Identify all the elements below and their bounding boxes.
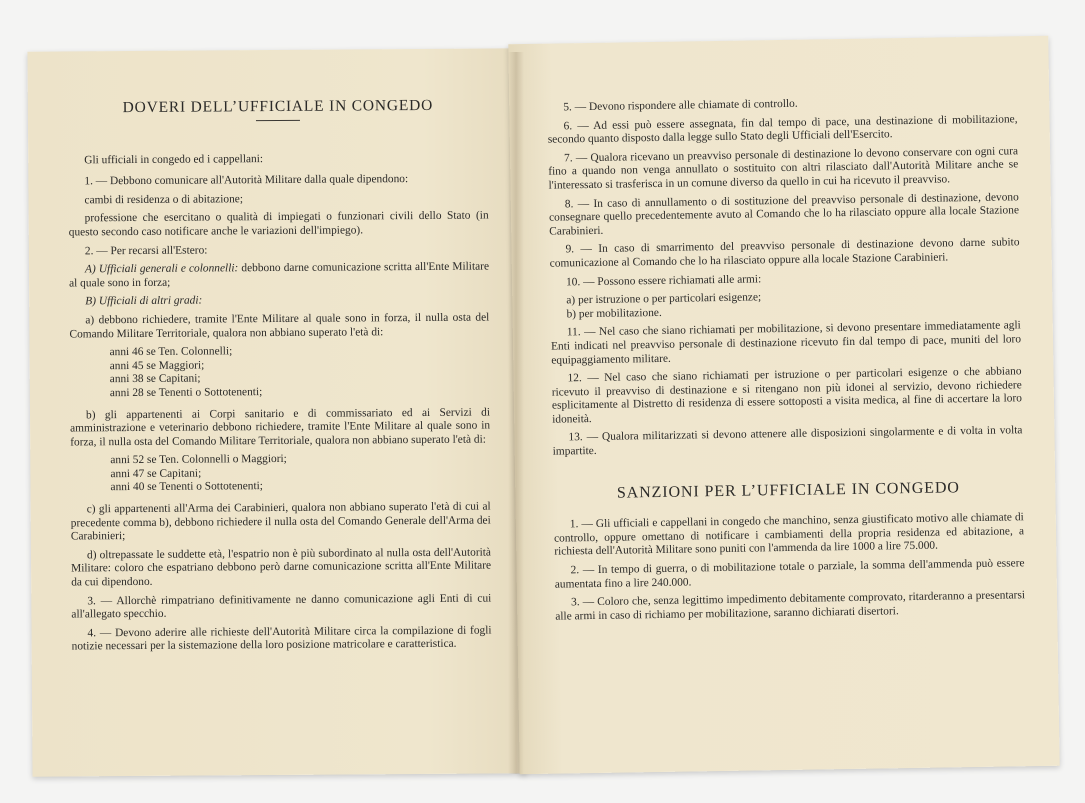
left-page-text: [68, 96, 492, 660]
duty-item-5: 5. — Devono rispondere alle chiamate di controllo.: [563, 97, 798, 114]
duty-item-2A-text: debbono darne comunicazione scritta all'Ente Militare al quale sono in forza;: [69, 260, 490, 290]
book-gutter: [508, 52, 524, 774]
duty-item-1a: cambi di residenza o di abitazione;: [84, 193, 244, 207]
duty-item-1b: professione che esercitano o qualità di impiegati o funzionari civili dello Stato (in questo secondo caso notificare anche le variazioni dell'impiego).: [68, 209, 489, 239]
duty-item-10a: a) per istruzione o per particolari esigenze;: [566, 291, 762, 307]
page-title-duties: DOVERI DELL’UFFICIALE IN CONGEDO: [122, 96, 434, 117]
age-list-a-item: anni 38 se Capitani;: [109, 372, 201, 386]
duty-item-10b: b) per mobilitazione.: [566, 306, 662, 321]
sanction-item-2: 2. — In tempo di guerra, o di mobilitazione totale o parziale, la somma dell'ammenda può essere aumentata fino a lire 240.000.: [554, 557, 1025, 591]
sanction-item-3: 3. — Coloro che, senza legittimo impedimento debitamente comprovato, ritarderanno a presentarsi alle armi in caso di richiamo per mobilitazione, saranno dichiarati disertori.: [555, 589, 1026, 623]
age-list-a-item: anni 46 se Ten. Colonnelli;: [109, 345, 233, 359]
sanction-item-1: 1. — Gli ufficiali e cappellani in congedo che manchino, senza giustificato motivo alle chiamate di controllo, oppure omettano di notificare i cambiamenti della propria residenza ed abitazione, a richiesta dell'Autorità Militare sono puniti con l'ammenda da lire 1000 a lire 75.000.: [553, 511, 1025, 559]
duty-item-4: 4. — Devono aderire alle richieste dell'Autorità Militare circa la compilazione di fogli notizie necessari per la sistemazione della loro posizione matricolare e caratteristica.: [71, 624, 492, 653]
duty-item-2A: [69, 261, 489, 291]
age-list-b-item: anni 40 se Tenenti o Sottotenenti;: [110, 480, 263, 494]
duty-item-2Ba: a) debbono richiedere, tramite l'Ente Militare al quale sono in forza, il nulla osta del Comando Militare Territoriale, qualora non abbiano superato l'età di:: [69, 311, 490, 340]
age-list-b: [110, 452, 490, 495]
duty-item-12: 12. — Nel caso che siano richiamati per istruzione o per particolari esigenze o che abbiano ricevuto il preavviso di destinazione e si ritengano non più idonei al servizio, devono richiedere esplicitamente al Distretto di residenza di essere sottoposti a visita medica, al fine di accertare la loro idoneità.: [551, 365, 1023, 426]
duty-item-2Bb: b) gli appartenenti ai Corpi sanitario e di commissariato ed ai Servizi di amministrazione e veterinario debbono richiedere, tramite l'Ente Militare al quale sono in forza, il nulla osta del Comando Militare Territoriale, qualora non abbiano superato l'età di:: [70, 406, 491, 449]
duty-item-6: 6. — Ad essi può essere assegnata, fin dal tempo di pace, una destinazione di mobilitazione, secondo quanto disposto dalla legge sullo Stato degli Ufficiali dell'Esercito.: [547, 112, 1018, 146]
right-page-text: [547, 94, 1025, 629]
duty-item-2: 2. — Per recarsi all'Estero:: [84, 244, 208, 257]
left-page: [27, 48, 526, 776]
intro-line: Gli ufficiali in congedo ed i cappellani:: [84, 152, 264, 166]
duty-item-1: 1. — Debbono comunicare all'Autorità Militare dalla quale dipendono:: [84, 173, 409, 188]
duty-item-13: 13. — Qualora militarizzati si devono attenere alle disposizioni singolarmente e di volta in volta impartite.: [552, 424, 1023, 458]
page-title-sanctions: SANZIONI PER L’UFFICIALE IN CONGEDO: [616, 478, 960, 502]
duty-item-9: 9. — In caso di smarrimento del preavviso personale di destinazione devono darne subito comunicazione al Comando che lo ha rilasciato oppure alla locale Stazione Carabinieri.: [549, 236, 1020, 270]
age-list-a-item: anni 45 se Maggiori;: [109, 359, 205, 372]
right-page: [508, 36, 1059, 774]
title-rule: [256, 119, 300, 120]
duty-item-2A-head: A) Ufficiali generali e colonnelli:: [84, 262, 239, 276]
age-list-a-item: anni 28 se Tenenti o Sottotenenti;: [109, 386, 263, 400]
duty-item-2Bd: d) oltrepassate le suddette età, l'espatrio non è più subordinato al nulla osta dell'Autorità Militare: coloro che espatriano debbono però darne comunicazione scritta all'Ente Militare da cui dipendono.: [71, 546, 492, 589]
duty-item-10: 10. — Possono essere richiamati alle armi:: [565, 272, 762, 288]
duty-item-8: 8. — In caso di annullamento o di sostituzione del preavviso personale di destinazione, devono consegnare quello precedentemente avuto al Comando che lo ha rilasciato oppure alla locale Stazione Carabinieri.: [548, 190, 1020, 238]
duty-item-7: 7. — Qualora ricevano un preavviso personale di destinazione lo devono conservare con ogni cura fino a quando non venga annullato o sostituito con altri rilasciato dall'Autorità Militare anche se l'interessato si trasferisca in un comune diverso da quello in cui ha ricevuto il preavviso.: [548, 145, 1019, 192]
duty-item-3: 3. — Allorchè rimpatriano definitivamente ne danno comunicazione agli Enti di cui all'allegato specchio.: [71, 592, 492, 621]
age-list-b-item: anni 47 se Capitani;: [110, 467, 202, 481]
duty-item-2Bc: c) gli appartenenti all'Arma dei Carabinieri, qualora non abbiano superato l'età di cui al precedente comma b), debbono richiedere il nulla osta del Comando Generale dell'Arma dei Carabinieri;: [70, 500, 491, 543]
duty-item-2B-head: B) Ufficiali di altri gradi:: [85, 294, 203, 308]
duty-item-11: 11. — Nel caso che siano richiamati per mobilitazione, si devono presentare immediatamente agli Enti indicati nel preavviso personale di destinazione ricevuto fin dal tempo di pace, muniti del loro equipaggiamento militare.: [550, 319, 1022, 367]
age-list-a: [110, 344, 490, 401]
age-list-b-item: anni 52 se Ten. Colonnelli o Maggiori;: [110, 453, 287, 467]
